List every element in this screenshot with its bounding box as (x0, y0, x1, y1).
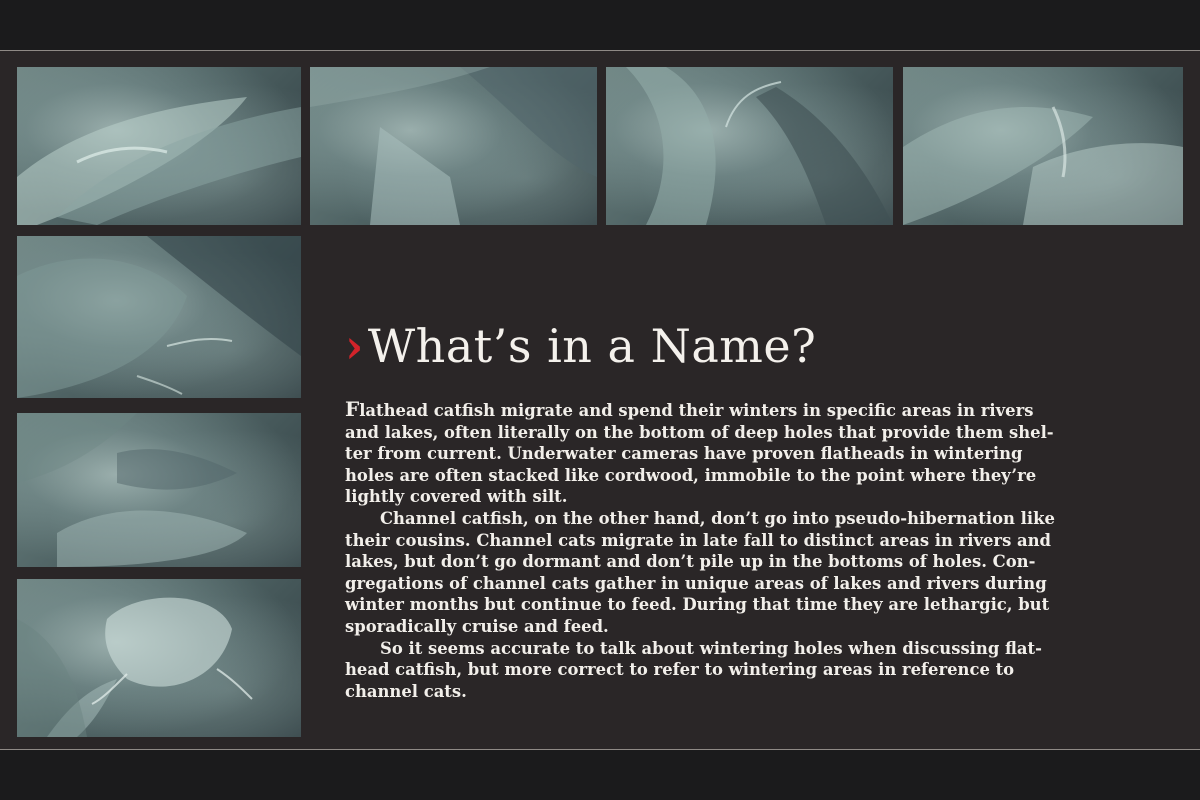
title-chevron: › (345, 319, 364, 373)
body-line: lightly covered with silt. (345, 487, 568, 507)
catfish-photo-top-1 (17, 67, 301, 225)
body-line: sporadically cruise and feed. (345, 616, 609, 636)
catfish-photo-left-1 (17, 236, 301, 398)
body-line: Flathead catfish migrate and spend their winters in specific areas in rivers (345, 397, 1034, 421)
catfish-photo-left-2 (17, 413, 301, 567)
body-line: their cousins. Channel cats migrate in late fall to distinct areas in rivers and (345, 530, 1051, 550)
body-line: lakes, but don’t go dormant and don’t pile up in the bottoms of holes. Con- (345, 552, 1036, 572)
body-line: channel cats. (345, 681, 467, 701)
body-line: head catfish, but more correct to refer to wintering areas in reference to (345, 660, 1015, 680)
article-title (345, 319, 816, 373)
drop-cap: F (345, 397, 360, 421)
catfish-photo-top-3 (606, 67, 893, 225)
body-line: winter months but continue to feed. During that time they are lethargic, but (345, 595, 1050, 615)
body-line: ter from current. Underwater cameras have proven flatheads in wintering (345, 444, 1023, 464)
catfish-photo-top-2 (310, 67, 597, 225)
body-line: gregations of channel cats gather in unique areas of lakes and rivers during (345, 573, 1047, 593)
body-line: and lakes, often literally on the bottom of deep holes that provide them shel- (345, 422, 1054, 442)
article-body (345, 399, 1120, 702)
body-line: holes are often stacked like cordwood, immobile to the point where they’re (345, 465, 1037, 485)
catfish-photo-left-3 (17, 579, 301, 737)
article-title-text: What’s in a Name? (367, 319, 817, 373)
catfish-photo-top-4 (903, 67, 1183, 225)
body-line: Channel catfish, on the other hand, don’t go into pseudo-hibernation like (380, 508, 1055, 528)
body-line: So it seems accurate to talk about wintering holes when discussing flat- (380, 638, 1042, 658)
magazine-spread (0, 50, 1200, 750)
